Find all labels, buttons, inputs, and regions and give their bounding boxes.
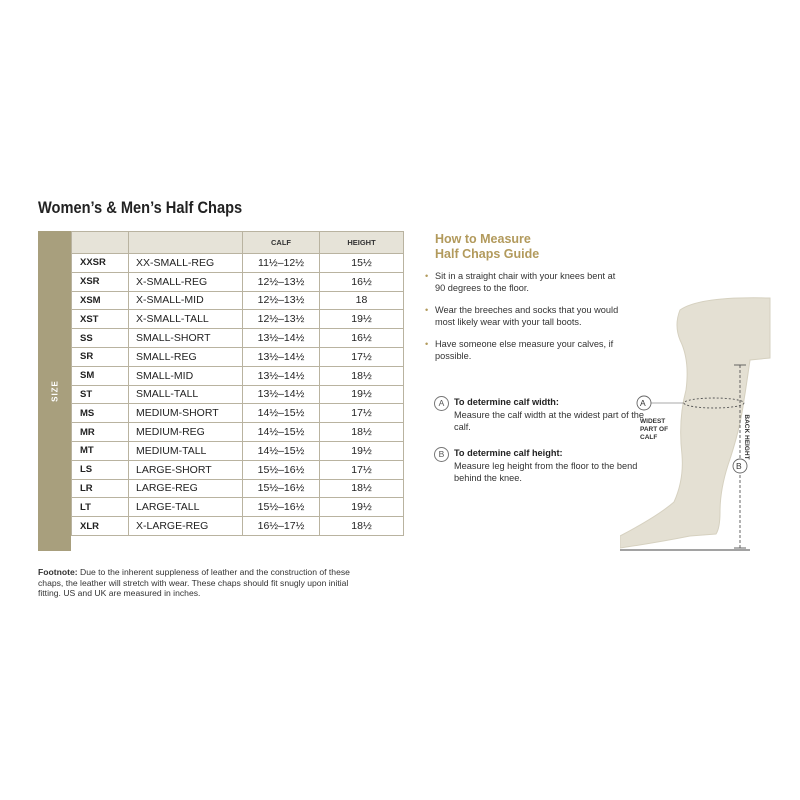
table-row (72, 385, 404, 404)
table-header-row (72, 232, 404, 254)
footnote (38, 567, 358, 599)
step-heading: To determine calf width: (454, 397, 559, 407)
size-name-cell: LARGE-TALL (129, 498, 243, 517)
step-heading: To determine calf height: (454, 448, 563, 458)
page-title: Women’s & Men’s Half Chaps (38, 198, 243, 217)
widest-label-line: CALF (640, 434, 658, 441)
badge-a-icon: A (434, 396, 449, 411)
guide-title-line2: Half Chaps Guide (435, 247, 540, 261)
table-row (72, 347, 404, 366)
table-row (72, 460, 404, 479)
size-name-cell: SMALL-REG (129, 347, 243, 366)
calf-cell: 15½–16½ (243, 498, 320, 517)
calf-cell: 12½–13½ (243, 310, 320, 329)
badge-b-icon: B (434, 447, 449, 462)
size-code-cell: XSM (72, 291, 129, 310)
footnote-label: Footnote: (38, 567, 78, 577)
size-code-cell: SR (72, 347, 129, 366)
size-code-cell: XST (72, 310, 129, 329)
size-code-cell: XXSR (72, 254, 129, 273)
height-cell: 15½ (320, 254, 404, 273)
height-cell: 18½ (320, 366, 404, 385)
height-cell: 17½ (320, 347, 404, 366)
size-name-cell: LARGE-REG (129, 479, 243, 498)
calf-cell: 12½–13½ (243, 272, 320, 291)
guide-bullet-list (425, 270, 625, 372)
table-row (72, 441, 404, 460)
calf-cell: 13½–14½ (243, 385, 320, 404)
table-row (72, 479, 404, 498)
table-row (72, 254, 404, 273)
size-table-body (72, 254, 404, 536)
widest-part-label (640, 418, 668, 442)
size-name-cell: X-LARGE-REG (129, 517, 243, 536)
size-name-cell: X-SMALL-TALL (129, 310, 243, 329)
calf-cell: 14½–15½ (243, 404, 320, 423)
header-height: HEIGHT (320, 232, 404, 254)
size-name-cell: X-SMALL-MID (129, 291, 243, 310)
table-row (72, 517, 404, 536)
bullet-text: Sit in a straight chair with your knees bent at 90 degrees to the floor. (435, 271, 616, 293)
height-cell: 16½ (320, 329, 404, 348)
diagram-badge-a: A (640, 398, 646, 408)
widest-label-line: WIDEST (640, 418, 666, 425)
list-item (425, 270, 625, 294)
size-name-cell: SMALL-MID (129, 366, 243, 385)
size-code-cell: SM (72, 366, 129, 385)
guide-title (435, 232, 539, 262)
header-calf: CALF (243, 232, 320, 254)
list-item (425, 304, 625, 328)
calf-cell: 12½–13½ (243, 291, 320, 310)
header-name (129, 232, 243, 254)
calf-cell: 14½–15½ (243, 441, 320, 460)
table-row (72, 272, 404, 291)
height-cell: 19½ (320, 385, 404, 404)
step-description: Measure the calf width at the widest part of the calf. (454, 410, 644, 432)
bullet-text: Have someone else measure your calves, if possible. (435, 339, 614, 361)
calf-cell: 13½–14½ (243, 329, 320, 348)
size-code-cell: LT (72, 498, 129, 517)
table-row (72, 291, 404, 310)
height-cell: 19½ (320, 498, 404, 517)
size-name-cell: SMALL-SHORT (129, 329, 243, 348)
size-code-cell: MS (72, 404, 129, 423)
leg-diagram (620, 290, 800, 560)
size-name-cell: MEDIUM-TALL (129, 441, 243, 460)
bullet-icon: • (425, 271, 429, 281)
table-row (72, 329, 404, 348)
calf-cell: 13½–14½ (243, 347, 320, 366)
table-row (72, 423, 404, 442)
calf-cell: 15½–16½ (243, 479, 320, 498)
height-cell: 18½ (320, 479, 404, 498)
height-cell: 18 (320, 291, 404, 310)
size-name-cell: LARGE-SHORT (129, 460, 243, 479)
widest-label-line: PART OF (640, 426, 669, 433)
back-height-label: BACK HEIGHT (743, 414, 750, 460)
size-code-cell: LS (72, 460, 129, 479)
size-name-cell: MEDIUM-REG (129, 423, 243, 442)
size-code-cell: LR (72, 479, 129, 498)
table-row (72, 404, 404, 423)
diagram-badge-b: B (736, 461, 742, 471)
table-row (72, 366, 404, 385)
step-description: Measure leg height from the floor to the bend behind the knee. (454, 461, 638, 483)
calf-cell: 11½–12½ (243, 254, 320, 273)
bullet-text: Wear the breeches and socks that you would most likely wear with your tall boots. (435, 305, 619, 327)
size-code-cell: ST (72, 385, 129, 404)
size-code-cell: XLR (72, 517, 129, 536)
size-code-cell: MT (72, 441, 129, 460)
size-code-cell: SS (72, 329, 129, 348)
size-name-cell: MEDIUM-SHORT (129, 404, 243, 423)
calf-cell: 14½–15½ (243, 423, 320, 442)
size-code-cell: XSR (72, 272, 129, 291)
table-row (72, 498, 404, 517)
bullet-icon: • (425, 339, 429, 349)
calf-cell: 15½–16½ (243, 460, 320, 479)
calf-cell: 16½–17½ (243, 517, 320, 536)
height-cell: 18½ (320, 517, 404, 536)
size-side-label: SIZE (50, 380, 59, 402)
bullet-icon: • (425, 305, 429, 315)
height-cell: 17½ (320, 460, 404, 479)
size-table (71, 231, 404, 536)
list-item (425, 338, 625, 362)
height-cell: 19½ (320, 441, 404, 460)
size-name-cell: X-SMALL-REG (129, 272, 243, 291)
size-name-cell: XX-SMALL-REG (129, 254, 243, 273)
table-row (72, 310, 404, 329)
footnote-text: Due to the inherent suppleness of leather and the construction of these chaps, the leather will stretch with wear. These chaps should fit snugly upon initial fitting. US and UK are measured in inches. (38, 567, 350, 599)
height-cell: 19½ (320, 310, 404, 329)
size-side-bar (38, 231, 71, 551)
header-code (72, 232, 129, 254)
calf-cell: 13½–14½ (243, 366, 320, 385)
size-name-cell: SMALL-TALL (129, 385, 243, 404)
guide-title-line1: How to Measure (435, 232, 531, 246)
height-cell: 16½ (320, 272, 404, 291)
height-cell: 17½ (320, 404, 404, 423)
height-cell: 18½ (320, 423, 404, 442)
size-code-cell: MR (72, 423, 129, 442)
